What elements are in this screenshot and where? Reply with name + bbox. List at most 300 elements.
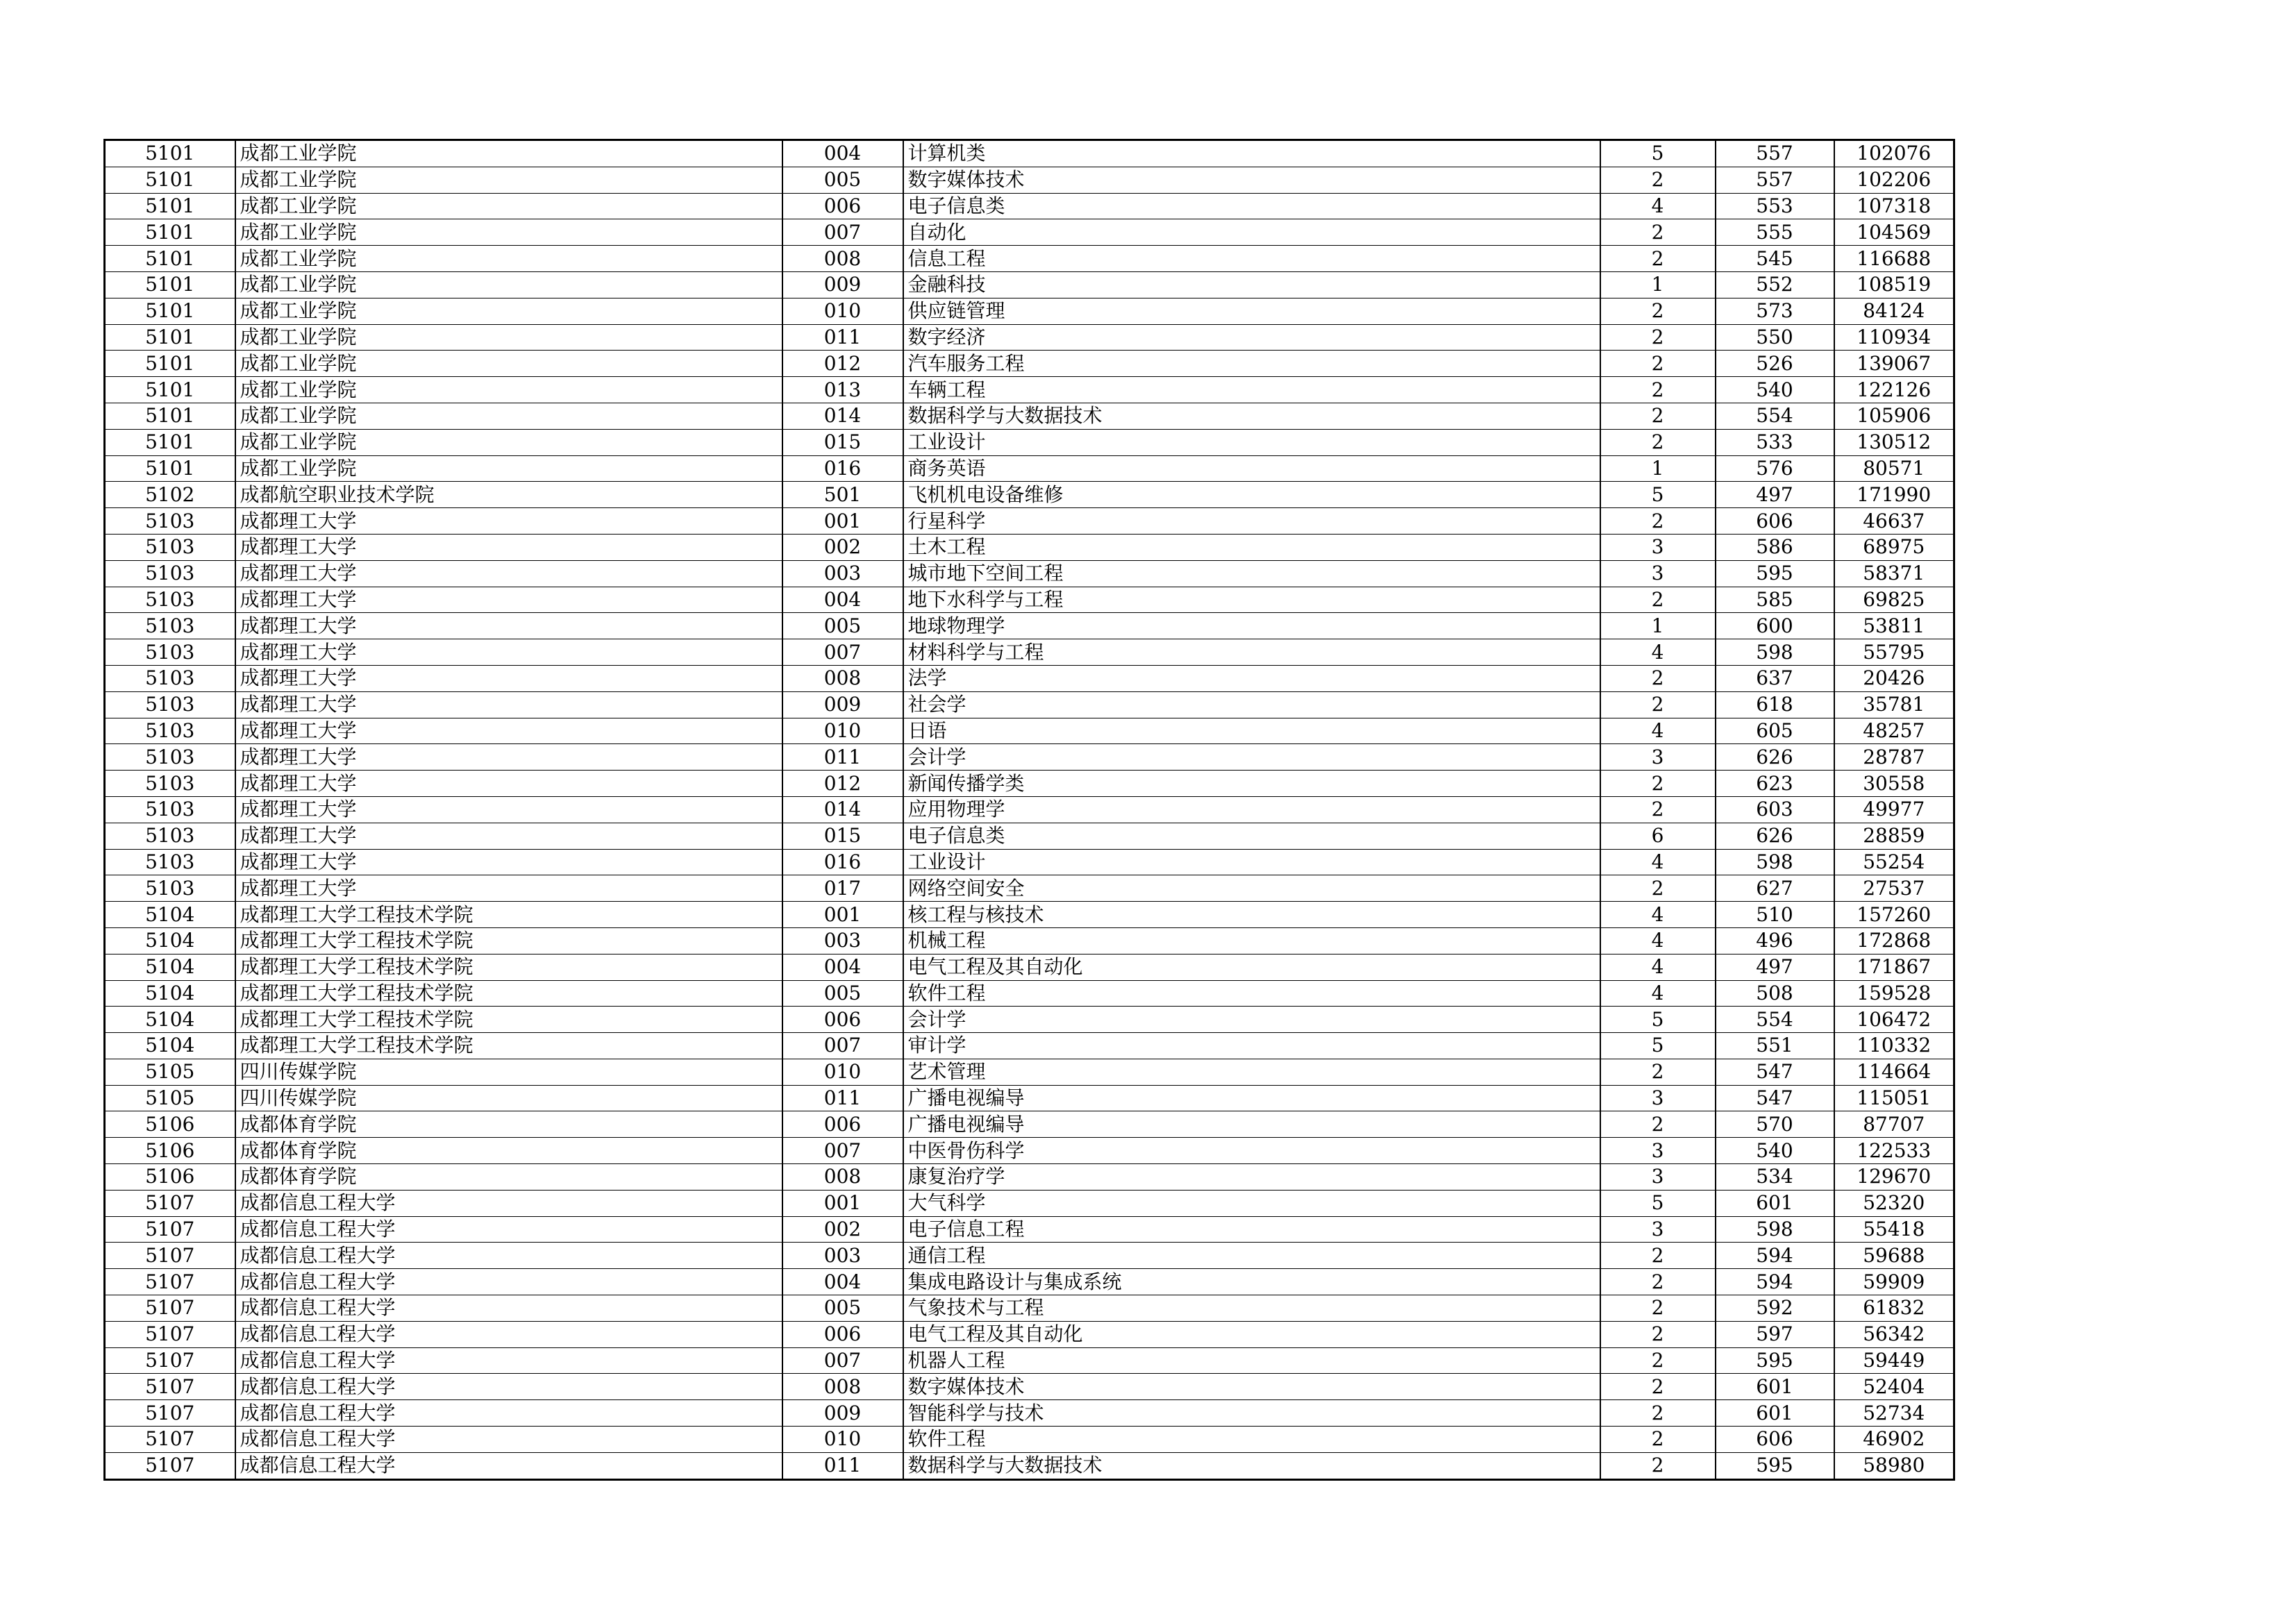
min-rank-cell: 110332: [1834, 1033, 1954, 1059]
school-name-cell: 成都工业学院: [235, 298, 782, 324]
school-code-cell: 5107: [105, 1347, 235, 1374]
plan-count-cell: 2: [1600, 324, 1716, 351]
plan-count-cell: 2: [1600, 246, 1716, 272]
school-name-cell: 成都工业学院: [235, 193, 782, 219]
major-code-cell: 006: [782, 1007, 903, 1033]
school-name-cell: 成都理工大学: [235, 534, 782, 560]
min-rank-cell: 55418: [1834, 1216, 1954, 1243]
min-score-cell: 598: [1716, 1216, 1834, 1243]
table-row: [105, 718, 1954, 744]
school-code-cell: 5101: [105, 246, 235, 272]
table-row: [105, 1085, 1954, 1111]
plan-count-cell: 5: [1600, 482, 1716, 508]
major-name-cell: 法学: [903, 665, 1600, 691]
min-rank-cell: 27537: [1834, 875, 1954, 902]
plan-count-cell: 1: [1600, 613, 1716, 639]
min-rank-cell: 105906: [1834, 403, 1954, 429]
major-name-cell: 数据科学与大数据技术: [903, 1452, 1600, 1479]
school-code-cell: 5104: [105, 902, 235, 928]
min-rank-cell: 115051: [1834, 1085, 1954, 1111]
school-code-cell: 5103: [105, 744, 235, 771]
min-score-cell: 557: [1716, 167, 1834, 193]
min-score-cell: 551: [1716, 1033, 1834, 1059]
school-code-cell: 5103: [105, 665, 235, 691]
school-name-cell: 成都信息工程大学: [235, 1427, 782, 1453]
school-name-cell: 成都理工大学: [235, 796, 782, 823]
major-code-cell: 011: [782, 324, 903, 351]
min-score-cell: 603: [1716, 796, 1834, 823]
table-row: [105, 1347, 1954, 1374]
major-name-cell: 电气工程及其自动化: [903, 954, 1600, 980]
plan-count-cell: 3: [1600, 1138, 1716, 1164]
min-rank-cell: 102076: [1834, 140, 1954, 167]
school-name-cell: 成都工业学院: [235, 377, 782, 403]
major-code-cell: 010: [782, 298, 903, 324]
table-row: [105, 771, 1954, 797]
major-name-cell: 电子信息类: [903, 193, 1600, 219]
min-rank-cell: 110934: [1834, 324, 1954, 351]
school-name-cell: 成都理工大学: [235, 508, 782, 535]
school-code-cell: 5101: [105, 140, 235, 167]
admission-table: [103, 139, 1955, 1481]
min-score-cell: 595: [1716, 560, 1834, 587]
major-code-cell: 501: [782, 482, 903, 508]
school-name-cell: 四川传媒学院: [235, 1059, 782, 1085]
min-rank-cell: 122126: [1834, 377, 1954, 403]
table-row: [105, 902, 1954, 928]
major-code-cell: 013: [782, 377, 903, 403]
school-code-cell: 5103: [105, 613, 235, 639]
school-code-cell: 5101: [105, 219, 235, 246]
school-code-cell: 5101: [105, 271, 235, 298]
plan-count-cell: 1: [1600, 455, 1716, 482]
table-row: [105, 455, 1954, 482]
major-name-cell: 广播电视编导: [903, 1085, 1600, 1111]
table-row: [105, 927, 1954, 954]
table-row: [105, 1138, 1954, 1164]
school-code-cell: 5105: [105, 1059, 235, 1085]
min-score-cell: 618: [1716, 691, 1834, 718]
school-name-cell: 成都理工大学: [235, 613, 782, 639]
plan-count-cell: 2: [1600, 429, 1716, 455]
plan-count-cell: 2: [1600, 771, 1716, 797]
min-score-cell: 595: [1716, 1452, 1834, 1479]
min-score-cell: 601: [1716, 1374, 1834, 1400]
min-rank-cell: 58980: [1834, 1452, 1954, 1479]
min-score-cell: 508: [1716, 980, 1834, 1007]
plan-count-cell: 2: [1600, 1374, 1716, 1400]
major-name-cell: 材料科学与工程: [903, 639, 1600, 666]
school-code-cell: 5103: [105, 534, 235, 560]
plan-count-cell: 2: [1600, 691, 1716, 718]
min-rank-cell: 102206: [1834, 167, 1954, 193]
min-score-cell: 554: [1716, 403, 1834, 429]
table-row: [105, 482, 1954, 508]
major-code-cell: 007: [782, 219, 903, 246]
min-rank-cell: 59909: [1834, 1269, 1954, 1295]
table-row: [105, 1164, 1954, 1191]
major-name-cell: 城市地下空间工程: [903, 560, 1600, 587]
table-row: [105, 1033, 1954, 1059]
min-rank-cell: 172868: [1834, 927, 1954, 954]
min-rank-cell: 46637: [1834, 508, 1954, 535]
major-name-cell: 集成电路设计与集成系统: [903, 1269, 1600, 1295]
min-score-cell: 606: [1716, 508, 1834, 535]
major-code-cell: 012: [782, 771, 903, 797]
min-rank-cell: 106472: [1834, 1007, 1954, 1033]
school-name-cell: 成都航空职业技术学院: [235, 482, 782, 508]
min-score-cell: 637: [1716, 665, 1834, 691]
min-score-cell: 554: [1716, 1007, 1834, 1033]
major-name-cell: 软件工程: [903, 1427, 1600, 1453]
major-name-cell: 智能科学与技术: [903, 1400, 1600, 1427]
min-score-cell: 606: [1716, 1427, 1834, 1453]
school-code-cell: 5101: [105, 167, 235, 193]
major-code-cell: 006: [782, 1111, 903, 1138]
school-code-cell: 5103: [105, 771, 235, 797]
min-rank-cell: 139067: [1834, 351, 1954, 377]
plan-count-cell: 2: [1600, 351, 1716, 377]
plan-count-cell: 4: [1600, 927, 1716, 954]
min-rank-cell: 116688: [1834, 246, 1954, 272]
table-row: [105, 691, 1954, 718]
plan-count-cell: 4: [1600, 849, 1716, 875]
major-name-cell: 地下水科学与工程: [903, 587, 1600, 613]
major-name-cell: 计算机类: [903, 140, 1600, 167]
school-code-cell: 5103: [105, 718, 235, 744]
min-score-cell: 550: [1716, 324, 1834, 351]
plan-count-cell: 4: [1600, 980, 1716, 1007]
school-name-cell: 成都工业学院: [235, 429, 782, 455]
min-rank-cell: 122533: [1834, 1138, 1954, 1164]
major-code-cell: 009: [782, 271, 903, 298]
table-row: [105, 744, 1954, 771]
min-score-cell: 605: [1716, 718, 1834, 744]
min-rank-cell: 84124: [1834, 298, 1954, 324]
min-rank-cell: 61832: [1834, 1295, 1954, 1322]
school-code-cell: 5103: [105, 875, 235, 902]
table-row: [105, 954, 1954, 980]
major-code-cell: 014: [782, 796, 903, 823]
major-name-cell: 数字经济: [903, 324, 1600, 351]
plan-count-cell: 2: [1600, 167, 1716, 193]
school-code-cell: 5107: [105, 1400, 235, 1427]
table-row: [105, 1374, 1954, 1400]
school-code-cell: 5101: [105, 377, 235, 403]
min-score-cell: 598: [1716, 849, 1834, 875]
major-name-cell: 行星科学: [903, 508, 1600, 535]
school-code-cell: 5103: [105, 823, 235, 849]
table-row: [105, 219, 1954, 246]
min-score-cell: 510: [1716, 902, 1834, 928]
plan-count-cell: 2: [1600, 796, 1716, 823]
major-code-cell: 006: [782, 193, 903, 219]
min-rank-cell: 69825: [1834, 587, 1954, 613]
min-rank-cell: 28859: [1834, 823, 1954, 849]
min-rank-cell: 68975: [1834, 534, 1954, 560]
min-score-cell: 526: [1716, 351, 1834, 377]
major-code-cell: 005: [782, 980, 903, 1007]
major-name-cell: 电子信息类: [903, 823, 1600, 849]
major-name-cell: 商务英语: [903, 455, 1600, 482]
school-name-cell: 成都理工大学: [235, 560, 782, 587]
plan-count-cell: 4: [1600, 718, 1716, 744]
min-score-cell: 496: [1716, 927, 1834, 954]
major-code-cell: 015: [782, 823, 903, 849]
min-rank-cell: 59688: [1834, 1243, 1954, 1269]
plan-count-cell: 3: [1600, 1216, 1716, 1243]
plan-count-cell: 2: [1600, 587, 1716, 613]
school-name-cell: 成都工业学院: [235, 403, 782, 429]
school-name-cell: 成都理工大学: [235, 718, 782, 744]
school-code-cell: 5107: [105, 1216, 235, 1243]
school-code-cell: 5107: [105, 1452, 235, 1479]
plan-count-cell: 2: [1600, 1111, 1716, 1138]
min-score-cell: 594: [1716, 1269, 1834, 1295]
plan-count-cell: 2: [1600, 1243, 1716, 1269]
school-code-cell: 5103: [105, 849, 235, 875]
school-code-cell: 5107: [105, 1374, 235, 1400]
min-score-cell: 553: [1716, 193, 1834, 219]
min-score-cell: 555: [1716, 219, 1834, 246]
major-code-cell: 008: [782, 246, 903, 272]
min-score-cell: 540: [1716, 1138, 1834, 1164]
min-rank-cell: 114664: [1834, 1059, 1954, 1085]
min-rank-cell: 104569: [1834, 219, 1954, 246]
min-score-cell: 497: [1716, 482, 1834, 508]
major-name-cell: 网络空间安全: [903, 875, 1600, 902]
plan-count-cell: 2: [1600, 298, 1716, 324]
plan-count-cell: 3: [1600, 744, 1716, 771]
plan-count-cell: 2: [1600, 219, 1716, 246]
school-name-cell: 成都理工大学工程技术学院: [235, 1007, 782, 1033]
plan-count-cell: 1: [1600, 271, 1716, 298]
min-rank-cell: 52320: [1834, 1190, 1954, 1216]
school-name-cell: 成都工业学院: [235, 271, 782, 298]
school-code-cell: 5104: [105, 927, 235, 954]
major-code-cell: 010: [782, 718, 903, 744]
table-row: [105, 1295, 1954, 1322]
plan-count-cell: 2: [1600, 508, 1716, 535]
min-rank-cell: 52734: [1834, 1400, 1954, 1427]
min-score-cell: 586: [1716, 534, 1834, 560]
min-rank-cell: 87707: [1834, 1111, 1954, 1138]
school-name-cell: 四川传媒学院: [235, 1085, 782, 1111]
major-code-cell: 011: [782, 1452, 903, 1479]
major-code-cell: 014: [782, 403, 903, 429]
major-code-cell: 004: [782, 954, 903, 980]
min-score-cell: 533: [1716, 429, 1834, 455]
min-score-cell: 598: [1716, 639, 1834, 666]
table-row: [105, 980, 1954, 1007]
plan-count-cell: 2: [1600, 1321, 1716, 1347]
school-code-cell: 5103: [105, 560, 235, 587]
school-code-cell: 5101: [105, 429, 235, 455]
min-rank-cell: 130512: [1834, 429, 1954, 455]
school-code-cell: 5103: [105, 587, 235, 613]
major-code-cell: 011: [782, 744, 903, 771]
table-row: [105, 351, 1954, 377]
major-code-cell: 003: [782, 560, 903, 587]
min-rank-cell: 107318: [1834, 193, 1954, 219]
school-name-cell: 成都信息工程大学: [235, 1216, 782, 1243]
plan-count-cell: 2: [1600, 1347, 1716, 1374]
min-rank-cell: 171867: [1834, 954, 1954, 980]
min-score-cell: 547: [1716, 1085, 1834, 1111]
plan-count-cell: 3: [1600, 1164, 1716, 1191]
school-name-cell: 成都理工大学: [235, 875, 782, 902]
plan-count-cell: 2: [1600, 377, 1716, 403]
major-name-cell: 新闻传播学类: [903, 771, 1600, 797]
major-name-cell: 信息工程: [903, 246, 1600, 272]
plan-count-cell: 5: [1600, 140, 1716, 167]
table-row: [105, 587, 1954, 613]
school-name-cell: 成都工业学院: [235, 351, 782, 377]
major-code-cell: 006: [782, 1321, 903, 1347]
major-code-cell: 007: [782, 1033, 903, 1059]
table-row: [105, 1216, 1954, 1243]
table-row: [105, 613, 1954, 639]
major-code-cell: 004: [782, 1269, 903, 1295]
school-name-cell: 成都理工大学: [235, 639, 782, 666]
school-name-cell: 成都信息工程大学: [235, 1374, 782, 1400]
min-score-cell: 576: [1716, 455, 1834, 482]
school-name-cell: 成都工业学院: [235, 140, 782, 167]
school-code-cell: 5103: [105, 639, 235, 666]
major-name-cell: 艺术管理: [903, 1059, 1600, 1085]
table-row: [105, 377, 1954, 403]
major-name-cell: 自动化: [903, 219, 1600, 246]
major-name-cell: 日语: [903, 718, 1600, 744]
major-name-cell: 大气科学: [903, 1190, 1600, 1216]
school-name-cell: 成都理工大学工程技术学院: [235, 1033, 782, 1059]
major-code-cell: 016: [782, 849, 903, 875]
min-score-cell: 534: [1716, 1164, 1834, 1191]
min-score-cell: 592: [1716, 1295, 1834, 1322]
school-name-cell: 成都体育学院: [235, 1164, 782, 1191]
major-name-cell: 康复治疗学: [903, 1164, 1600, 1191]
min-rank-cell: 171990: [1834, 482, 1954, 508]
major-code-cell: 002: [782, 534, 903, 560]
major-code-cell: 003: [782, 927, 903, 954]
min-score-cell: 540: [1716, 377, 1834, 403]
table-row: [105, 193, 1954, 219]
school-code-cell: 5107: [105, 1295, 235, 1322]
table-row: [105, 1111, 1954, 1138]
major-name-cell: 机械工程: [903, 927, 1600, 954]
min-rank-cell: 157260: [1834, 902, 1954, 928]
school-name-cell: 成都工业学院: [235, 324, 782, 351]
major-name-cell: 工业设计: [903, 429, 1600, 455]
major-code-cell: 003: [782, 1243, 903, 1269]
major-code-cell: 008: [782, 1374, 903, 1400]
min-score-cell: 545: [1716, 246, 1834, 272]
major-name-cell: 核工程与核技术: [903, 902, 1600, 928]
major-name-cell: 社会学: [903, 691, 1600, 718]
min-score-cell: 626: [1716, 823, 1834, 849]
major-code-cell: 001: [782, 902, 903, 928]
major-code-cell: 005: [782, 1295, 903, 1322]
major-name-cell: 审计学: [903, 1033, 1600, 1059]
min-rank-cell: 46902: [1834, 1427, 1954, 1453]
major-name-cell: 广播电视编导: [903, 1111, 1600, 1138]
major-code-cell: 011: [782, 1085, 903, 1111]
major-name-cell: 汽车服务工程: [903, 351, 1600, 377]
min-rank-cell: 59449: [1834, 1347, 1954, 1374]
table-row: [105, 1059, 1954, 1085]
table-row: [105, 823, 1954, 849]
school-name-cell: 成都理工大学: [235, 771, 782, 797]
min-rank-cell: 129670: [1834, 1164, 1954, 1191]
plan-count-cell: 6: [1600, 823, 1716, 849]
school-name-cell: 成都理工大学: [235, 587, 782, 613]
school-name-cell: 成都体育学院: [235, 1111, 782, 1138]
table-row: [105, 1400, 1954, 1427]
table-row: [105, 140, 1954, 167]
min-rank-cell: 30558: [1834, 771, 1954, 797]
plan-count-cell: 4: [1600, 902, 1716, 928]
plan-count-cell: 5: [1600, 1033, 1716, 1059]
min-rank-cell: 80571: [1834, 455, 1954, 482]
table-row: [105, 298, 1954, 324]
major-name-cell: 飞机机电设备维修: [903, 482, 1600, 508]
min-rank-cell: 159528: [1834, 980, 1954, 1007]
min-rank-cell: 55254: [1834, 849, 1954, 875]
min-rank-cell: 58371: [1834, 560, 1954, 587]
min-score-cell: 497: [1716, 954, 1834, 980]
table-row: [105, 1007, 1954, 1033]
major-code-cell: 008: [782, 665, 903, 691]
plan-count-cell: 2: [1600, 1059, 1716, 1085]
major-name-cell: 电子信息工程: [903, 1216, 1600, 1243]
school-code-cell: 5102: [105, 482, 235, 508]
school-name-cell: 成都理工大学工程技术学院: [235, 980, 782, 1007]
major-name-cell: 数字媒体技术: [903, 1374, 1600, 1400]
min-score-cell: 600: [1716, 613, 1834, 639]
school-name-cell: 成都工业学院: [235, 167, 782, 193]
plan-count-cell: 5: [1600, 1007, 1716, 1033]
major-code-cell: 012: [782, 351, 903, 377]
min-score-cell: 585: [1716, 587, 1834, 613]
table-row: [105, 403, 1954, 429]
min-score-cell: 557: [1716, 140, 1834, 167]
school-name-cell: 成都信息工程大学: [235, 1190, 782, 1216]
school-name-cell: 成都理工大学工程技术学院: [235, 954, 782, 980]
min-rank-cell: 108519: [1834, 271, 1954, 298]
school-name-cell: 成都工业学院: [235, 455, 782, 482]
school-code-cell: 5103: [105, 691, 235, 718]
school-name-cell: 成都信息工程大学: [235, 1400, 782, 1427]
major-code-cell: 017: [782, 875, 903, 902]
min-score-cell: 570: [1716, 1111, 1834, 1138]
plan-count-cell: 2: [1600, 1400, 1716, 1427]
school-name-cell: 成都信息工程大学: [235, 1269, 782, 1295]
min-rank-cell: 55795: [1834, 639, 1954, 666]
school-code-cell: 5103: [105, 508, 235, 535]
school-code-cell: 5106: [105, 1111, 235, 1138]
table-row: [105, 167, 1954, 193]
school-code-cell: 5107: [105, 1190, 235, 1216]
major-name-cell: 电气工程及其自动化: [903, 1321, 1600, 1347]
major-name-cell: 数字媒体技术: [903, 167, 1600, 193]
school-code-cell: 5104: [105, 1007, 235, 1033]
major-name-cell: 土木工程: [903, 534, 1600, 560]
table-row: [105, 1243, 1954, 1269]
table-row: [105, 1427, 1954, 1453]
table-row: [105, 429, 1954, 455]
major-code-cell: 001: [782, 1190, 903, 1216]
min-score-cell: 626: [1716, 744, 1834, 771]
